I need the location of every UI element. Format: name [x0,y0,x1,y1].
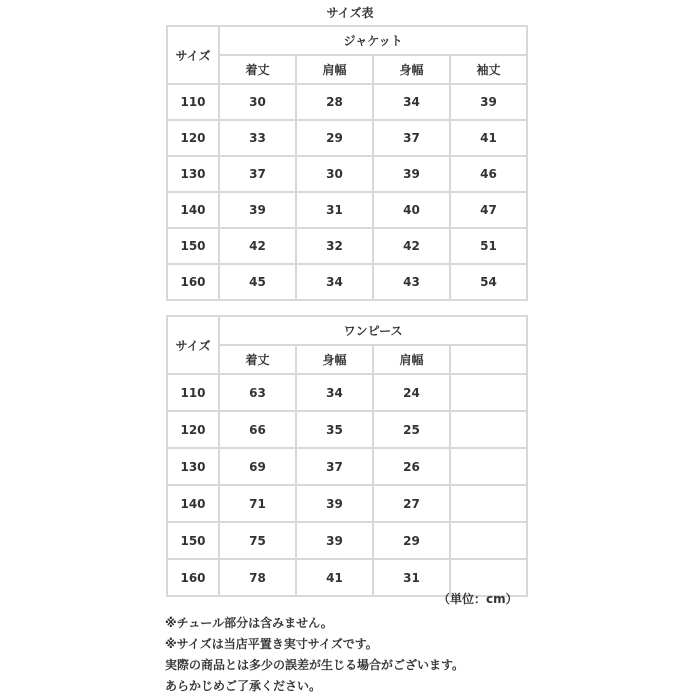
size-cell: 110 [167,374,219,411]
value-cell: 25 [373,411,450,448]
value-cell: 39 [450,84,527,120]
value-cell: 37 [296,448,373,485]
note-line: ※サイズは当店平置き実寸サイズです。 [165,637,378,651]
note-line: 実際の商品とは多少の誤差が生じる場合がございます。 [165,658,465,672]
column-header: 着丈 [219,55,296,84]
size-cell: 140 [167,192,219,228]
value-cell: 41 [296,559,373,596]
value-cell: 34 [296,374,373,411]
value-cell: 46 [450,156,527,192]
table-row [167,411,527,448]
size-cell: 120 [167,411,219,448]
value-cell: 42 [373,228,450,264]
value-cell: 47 [450,192,527,228]
value-cell: 24 [373,374,450,411]
table-row [167,120,527,156]
value-cell: 75 [219,522,296,559]
value-cell: 32 [296,228,373,264]
value-cell: 30 [296,156,373,192]
value-cell [450,411,527,448]
size-header-cell: サイズ [167,316,219,374]
page-title: サイズ表 [326,6,374,20]
size-cell: 160 [167,264,219,300]
value-cell: 40 [373,192,450,228]
size-cell: 150 [167,522,219,559]
value-cell: 26 [373,448,450,485]
value-cell: 51 [450,228,527,264]
table-row [167,228,527,264]
value-cell [450,485,527,522]
notes [165,613,464,697]
column-header: 身幅 [373,55,450,84]
size-cell: 130 [167,156,219,192]
value-cell: 69 [219,448,296,485]
value-cell: 37 [219,156,296,192]
table-row [167,192,527,228]
value-cell: 34 [296,264,373,300]
jacket-size-table [166,25,528,301]
size-cell: 120 [167,120,219,156]
value-cell: 34 [373,84,450,120]
table-row [167,522,527,559]
value-cell: 54 [450,264,527,300]
table-row [167,448,527,485]
dress-label: ワンピース [219,316,527,345]
value-cell: 41 [450,120,527,156]
value-cell [450,374,527,411]
table-row [167,264,527,300]
value-cell: 35 [296,411,373,448]
value-cell: 66 [219,411,296,448]
value-cell: 27 [373,485,450,522]
unit-label: （単位：cm） [438,592,518,606]
column-header: 着丈 [219,345,296,374]
column-header: 袖丈 [450,55,527,84]
value-cell: 39 [296,522,373,559]
table-row [167,156,527,192]
size-cell: 150 [167,228,219,264]
value-cell: 45 [219,264,296,300]
value-cell: 31 [373,559,450,596]
value-cell: 43 [373,264,450,300]
value-cell: 33 [219,120,296,156]
column-header: 肩幅 [296,55,373,84]
value-cell: 63 [219,374,296,411]
value-cell: 29 [296,120,373,156]
table-row [167,374,527,411]
size-header-cell: サイズ [167,26,219,84]
size-cell: 110 [167,84,219,120]
column-header: 肩幅 [373,345,450,374]
table-row [167,84,527,120]
value-cell [450,522,527,559]
value-cell: 42 [219,228,296,264]
table-row [167,485,527,522]
column-header [450,345,527,374]
size-cell: 160 [167,559,219,596]
note-line: ※チュール部分は含みません。 [165,616,333,630]
value-cell [450,448,527,485]
value-cell: 29 [373,522,450,559]
value-cell: 31 [296,192,373,228]
jacket-label: ジャケット [219,26,527,55]
value-cell: 39 [373,156,450,192]
value-cell: 37 [373,120,450,156]
note-line: あらかじめご了承ください。 [165,679,322,693]
value-cell: 71 [219,485,296,522]
value-cell: 39 [296,485,373,522]
size-cell: 140 [167,485,219,522]
value-cell: 30 [219,84,296,120]
value-cell: 39 [219,192,296,228]
size-cell: 130 [167,448,219,485]
column-header: 身幅 [296,345,373,374]
value-cell: 28 [296,84,373,120]
dress-size-table [166,315,528,597]
value-cell: 78 [219,559,296,596]
